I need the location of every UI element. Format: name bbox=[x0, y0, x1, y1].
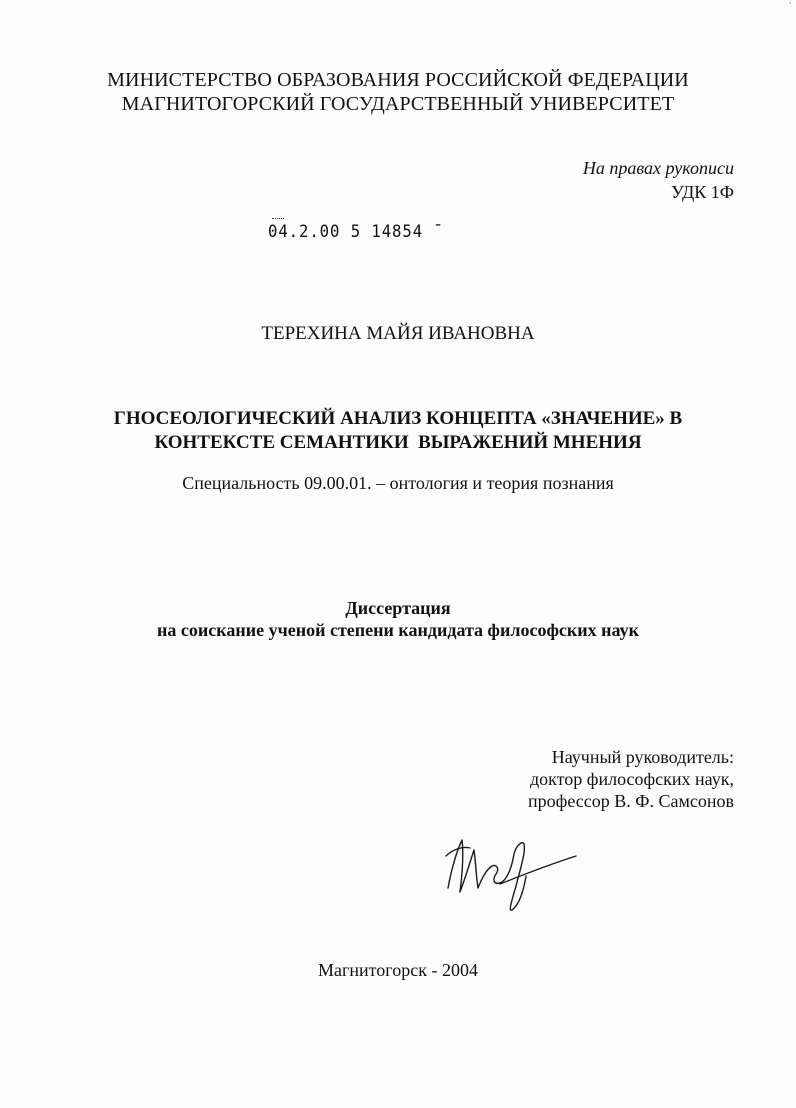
stamp-dash: ˉ bbox=[423, 222, 444, 242]
specialty-line: Специальность 09.00.01. – онтология и теория познания bbox=[182, 473, 614, 493]
ministry-header bbox=[0, 68, 796, 116]
dissertation-degree-block bbox=[0, 597, 796, 641]
author-name: ТЕРЕХИНА МАЙЯ ИВАНОВНА bbox=[261, 323, 535, 344]
dissertation-title bbox=[0, 407, 796, 455]
scan-mark: ˋ bbox=[788, 2, 792, 13]
advisor-name: профессор В. Ф. Самсонов bbox=[528, 791, 734, 811]
title-line-2: КОНТЕКСТЕ СЕМАНТИКИ ВЫРАЖЕНИЙ МНЕНИЯ bbox=[154, 432, 642, 453]
dissertation-label: Диссертация bbox=[345, 598, 451, 618]
title-line-1: ГНОСЕОЛОГИЧЕСКИЙ АНАЛИЗ КОНЦЕПТА «ЗНАЧЕНИЕ» В bbox=[113, 408, 683, 429]
ministry-line-1: МИНИСТЕРСТВО ОБРАЗОВАНИЯ РОССИЙСКОЙ ФЕДЕРАЦИИ bbox=[107, 69, 689, 91]
advisor-degree: доктор философских наук, bbox=[530, 769, 734, 789]
degree-purpose: на соискание ученой степени кандидата философских наук bbox=[157, 620, 639, 640]
manuscript-label: На правах рукописи bbox=[582, 158, 734, 178]
stamp-tick-mark bbox=[272, 218, 284, 221]
manuscript-rights-block bbox=[583, 156, 734, 204]
stamp-number: 04.2.00 5 14854 bbox=[268, 222, 424, 242]
registration-stamp bbox=[268, 222, 444, 242]
scientific-advisor-block bbox=[528, 746, 734, 812]
advisor-label: Научный руководитель: bbox=[551, 747, 734, 767]
university-line: МАГНИТОГОРСКИЙ ГОСУДАРСТВЕННЫЙ УНИВЕРСИТЕТ bbox=[121, 93, 675, 115]
udk-code: УДК 1Ф bbox=[671, 182, 734, 202]
city-year: Магнитогорск - 2004 bbox=[318, 960, 478, 980]
handwritten-signature bbox=[440, 826, 580, 916]
